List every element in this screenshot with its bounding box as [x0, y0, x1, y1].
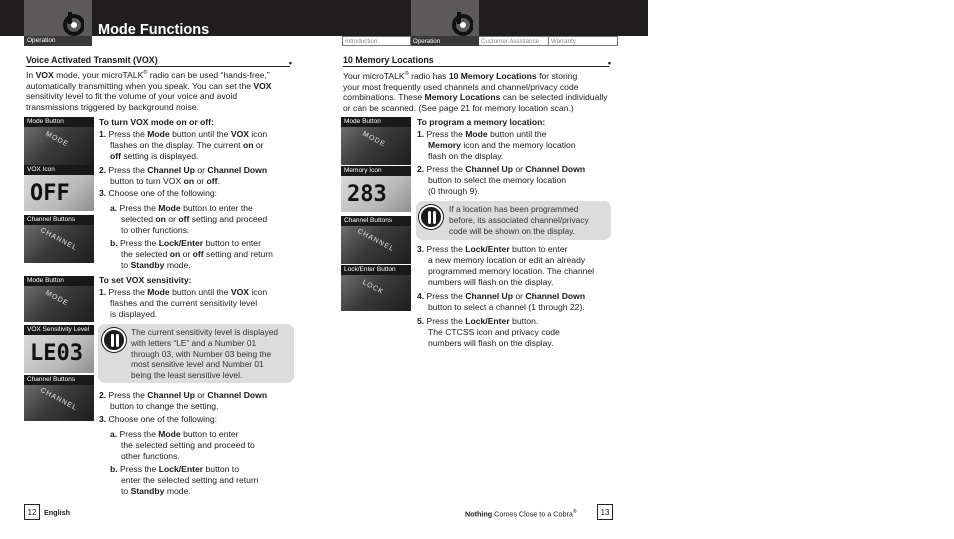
tab-operation[interactable]: Operation [411, 36, 479, 46]
set-step-3b2: enter the selected setting and return [121, 475, 259, 485]
lcd-display-icon [24, 335, 94, 373]
tile-word: MODE [44, 289, 70, 308]
turn-step-1a: 1. Press the Mode button until the VOX icon [99, 129, 268, 139]
memory-location-note [416, 201, 611, 240]
tile-caption: Memory Icon [341, 166, 411, 176]
mem-step-4b: button to select a channel (1 through 22). [428, 302, 585, 312]
note-icon [102, 328, 126, 352]
mode-button-image [24, 117, 94, 165]
mem-step-3d: numbers will flash on the display. [428, 277, 554, 287]
cobra-logo-icon [451, 10, 473, 38]
page-title: Mode Functions [98, 22, 210, 38]
tile-caption: Mode Button [341, 117, 411, 127]
vox-heading-text: Voice Activated Transmit (VOX) [26, 55, 158, 65]
turn-vox-heading: To turn VOX mode on or off: [99, 117, 214, 127]
mode-button-icon [24, 127, 94, 165]
vox-sensitivity-note [98, 324, 294, 383]
lock-enter-button-icon [341, 275, 411, 311]
tile-word: LE03 [30, 341, 83, 366]
turn-step-3b1: b. Press the Lock/Enter button to enter [110, 238, 261, 248]
set-step-3a2: the selected setting and proceed to [121, 440, 255, 450]
operation-badge-left [24, 0, 92, 46]
operation-label-left: Operation [24, 36, 92, 46]
tile-word: LOCK [361, 279, 385, 297]
mode-button-image-right [341, 117, 411, 165]
tab-warranty[interactable]: Warranty [549, 36, 618, 46]
turn-step-3b3: to Standby mode. [121, 260, 191, 270]
set-step-2a: 2. Press the Channel Up or Channel Down [99, 390, 268, 400]
vox-intro-line-1: In VOX mode, your microTALK® radio can be used “hands-free,” [26, 69, 270, 80]
note-text: If a location has been programmed before, its associated channel/privacy code will be shown on the display. [449, 204, 589, 236]
lcd-display-icon [24, 175, 94, 211]
memory-intro-line-1: Your microTALK® radio has 10 Memory Locations for storing [343, 70, 578, 81]
vox-intro-line-3: sensitivity level to fit the volume of your voice and avoid [26, 91, 238, 102]
tile-caption: Channel Buttons [24, 375, 94, 385]
memory-intro-line-2: your most frequently used channels and channel/privacy code [343, 81, 579, 92]
set-step-3a3: other functions. [121, 451, 180, 461]
page-number-right: 13 [597, 504, 613, 520]
set-step-3b3: to Standby mode. [121, 486, 191, 496]
note-text: The current sensitivity level is displayed with letters “LE” and a Number 01 through 03, with Number 03 being the most sensitive level and Number 01 being the least sensitive level. [131, 327, 279, 381]
mem-step-5b: The CTCSS icon and privacy code [428, 327, 560, 337]
turn-step-1c: off setting is displayed. [110, 151, 199, 161]
vox-icon-image [24, 165, 94, 211]
channel-buttons-icon [24, 225, 94, 263]
tile-caption: Channel Buttons [24, 215, 94, 225]
mem-step-2a: 2. Press the Channel Up or Channel Down [417, 164, 586, 174]
vox-intro-line-2: automatically transmitting when you speak. You can set the VOX [26, 80, 272, 91]
set-step-1a: 1. Press the Mode button until the VOX icon [99, 287, 268, 297]
turn-step-2b: button to turn VOX on or off. [110, 176, 220, 186]
mem-step-3b: a new memory location or edit an already [428, 255, 586, 265]
lcd-display-icon [341, 176, 411, 212]
mode-button-icon [24, 286, 94, 322]
mem-step-3c: programmed memory location. The channel [428, 266, 595, 276]
channel-buttons-image-right [341, 216, 411, 264]
set-step-2b: button to change the setting. [110, 401, 219, 411]
turn-step-3a2: selected on or off setting and proceed [121, 214, 268, 224]
tile-caption: VOX Icon [24, 165, 94, 175]
mode-button-icon [341, 127, 411, 165]
tab-introduction[interactable]: Introduction [342, 36, 411, 46]
channel-buttons-image-2 [24, 375, 94, 421]
channel-buttons-image [24, 215, 94, 263]
turn-step-1b: flashes on the display. The current on or [110, 140, 264, 150]
mem-step-2c: (0 through 9). [428, 186, 480, 196]
set-vox-heading: To set VOX sensitivity: [99, 275, 192, 285]
footer-language: English [44, 508, 70, 517]
memory-heading: 10 Memory Locations • [343, 55, 611, 68]
tile-word: CHANNEL [39, 227, 79, 253]
turn-step-3a1: a. Press the Mode button to enter the [110, 203, 253, 213]
turn-step-3b2: the selected on or off setting and return [121, 249, 273, 259]
set-step-1b: flashes and the current sensitivity level [110, 298, 258, 308]
header-blank [648, 0, 954, 36]
tile-caption: Lock/Enter Button [341, 265, 411, 275]
channel-buttons-icon [341, 226, 411, 264]
memory-icon-image [341, 166, 411, 212]
tile-caption: Mode Button [24, 276, 94, 286]
tile-word: 283 [347, 182, 387, 207]
section-tabs [342, 36, 618, 46]
vox-intro [26, 68, 296, 113]
vox-heading: Voice Activated Transmit (VOX) • [26, 55, 292, 68]
memory-intro-line-3: combinations. These Memory Locations can be selected individually [343, 92, 608, 103]
lock-enter-button-image [341, 265, 411, 311]
tile-caption: VOX Sensitivity Level [24, 325, 94, 335]
mem-step-5c: numbers will flash on the display. [428, 338, 554, 348]
turn-step-3: 3. Choose one of the following: [99, 188, 218, 198]
tile-word: CHANNEL [39, 387, 79, 413]
page-number-left: 12 [24, 504, 40, 520]
tile-word: MODE [361, 130, 387, 149]
memory-heading-text: 10 Memory Locations [343, 55, 434, 65]
tile-word: MODE [44, 130, 70, 149]
turn-step-2a: 2. Press the Channel Up or Channel Down [99, 165, 268, 175]
mem-step-1a: 1. Press the Mode button until the [417, 129, 547, 139]
program-memory-heading: To program a memory location: [417, 117, 546, 127]
mem-step-4a: 4. Press the Channel Up or Channel Down [417, 291, 586, 301]
memory-intro [343, 69, 615, 114]
set-step-1c: is displayed. [110, 309, 158, 319]
mem-step-3a: 3. Press the Lock/Enter button to enter [417, 244, 568, 254]
vox-intro-line-4: transmissions triggered by background noise. [26, 102, 199, 113]
cobra-logo-icon [62, 10, 84, 38]
tile-caption: Channel Buttons [341, 216, 411, 226]
footer-tagline: Nothing Comes Close to a Cobra® [465, 509, 577, 519]
vox-sensitivity-image [24, 325, 94, 373]
mem-step-1b: Memory icon and the memory location [428, 140, 576, 150]
tab-customer-assistance[interactable]: Customer Assistance [479, 36, 549, 46]
set-step-3a1: a. Press the Mode button to enter [110, 429, 239, 439]
channel-buttons-icon [24, 385, 94, 421]
set-step-3b1: b. Press the Lock/Enter button to [110, 464, 239, 474]
note-icon [419, 205, 443, 229]
mode-button-image-2 [24, 276, 94, 322]
tile-word: CHANNEL [356, 228, 396, 254]
mem-step-5a: 5. Press the Lock/Enter button. [417, 316, 539, 326]
turn-step-3a3: to other functions. [121, 225, 190, 235]
mem-step-2b: button to select the memory location [428, 175, 567, 185]
memory-intro-line-4: or can be scanned. (See page 21 for memory location scan.) [343, 103, 574, 114]
set-step-3: 3. Choose one of the following: [99, 414, 218, 424]
mem-step-1c: flash on the display. [428, 151, 504, 161]
tile-caption: Mode Button [24, 117, 94, 127]
tile-word: OFF [30, 181, 70, 206]
